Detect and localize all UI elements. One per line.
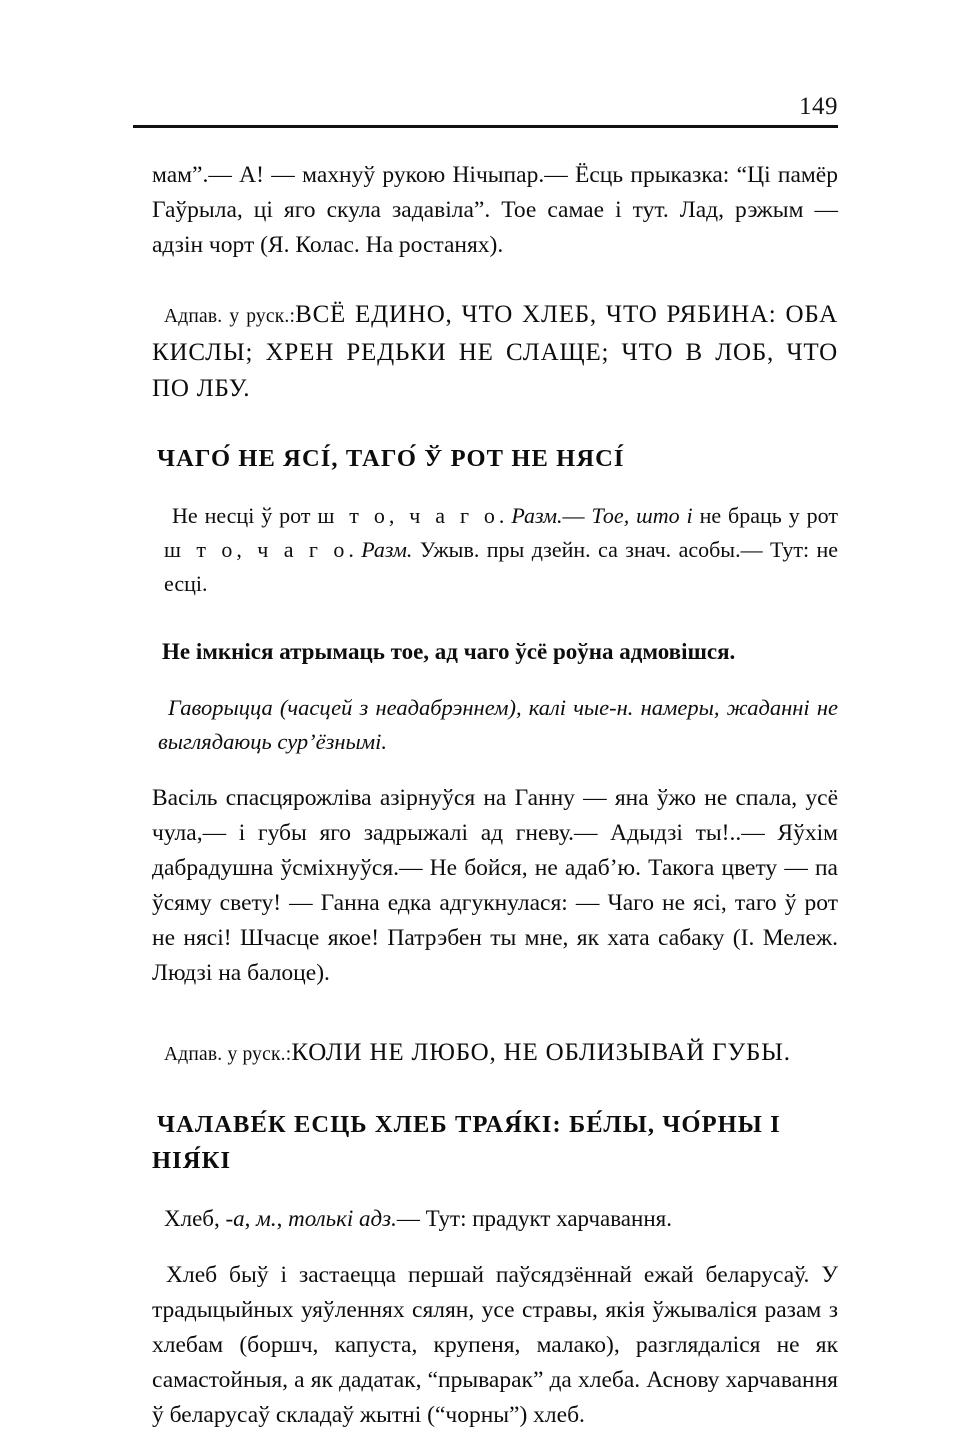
- usage-note-entry-1: Гаворыцца (часцей з неадабрэннем), калі чые-н. намеры, жаданні не выглядаюць сур’ёзнымі.: [158, 695, 838, 754]
- gloss-placeholder-1: ш т о, ч а г о: [317, 503, 499, 528]
- page-number: 149: [799, 93, 838, 120]
- gloss-part: Ужыв. пры дзейн. са знач. асобы.— Тут: не есці.: [164, 537, 838, 596]
- headword-entry-2-line2: НІЯ́КІ: [152, 1147, 232, 1174]
- equivalent-text-2: КОЛИ НЕ ЛЮБО, НЕ ОБЛИЗЫВАЙ ГУБЫ.: [291, 1039, 791, 1066]
- gloss-part: Не несці ў рот: [172, 503, 318, 528]
- text-column: [152, 158, 838, 1433]
- gloss-label-razm-2: Разм.: [361, 537, 413, 562]
- lexgloss-part: — Тут: прадукт харчавання.: [396, 1206, 672, 1231]
- page-header: [133, 92, 838, 128]
- russian-equivalent-2: [152, 1035, 838, 1073]
- gloss-part: не браць у рот: [692, 503, 838, 528]
- lexgloss-part: ,: [276, 1206, 289, 1231]
- gloss-placeholder-2: ш т о, ч а г о: [164, 537, 349, 562]
- gloss-label-razm-1: Разм.: [511, 503, 563, 528]
- headword-entry-2-line1: ЧАЛАВЕ́К ЕСЦЬ ХЛЕБ ТРАЯ́КІ: БЕ́ЛЫ, ЧО́РНЫ І: [157, 1111, 781, 1138]
- previous-entry-continuation: мам”.— А! — махнуў рукою Нічыпар.— Ёсць прыказка: “Ці памёр Гаўрыла, ці яго скула задавіла”. Тое самае і тут. Лад, рэжым — адзін чорт (Я. Колас. На ростанях).: [152, 162, 838, 258]
- lexgloss-inflection: -а: [225, 1206, 245, 1231]
- citation-entry-1: Васіль спасцярожліва азірнуўся на Ганну — яна ўжо не спала, усё чула,— і губы яго задрыжалі ад гневу.— Адыдзі ты!..— Яўхім дабрадушна ўсміхнуўся.— Не бойся, не адаб’ю. Такога цвету — па ўсяму свету! — Ганна едка адгукнулася: — Чаго не ясі, таго ў рот не нясі! Шчасце якое! Патрэбен ты мне, як хата сабаку (І. Мележ. Людзі на балоце).: [152, 785, 838, 986]
- gloss-part: .: [498, 503, 512, 528]
- sense-entry-1: Не імкніся атрымаць тое, ад чаго ўсё роўна адмовішся.: [162, 639, 736, 664]
- russian-equivalent-1: [152, 297, 838, 407]
- equivalent-label-1: Адпав. у руск.:: [164, 306, 296, 327]
- headword-entry-1: ЧАГО́ НЕ ЯСІ́, ТАГО́ Ў РОТ НЕ НЯСІ́: [157, 445, 625, 472]
- headword-entry-2: [152, 1107, 838, 1179]
- commentary-entry-2: Хлеб быў і застаецца першай паўсядзённай ежай беларусаў. У традыцыйных уяўленнях сялян, усе стравы, якія ўжываліся разам з хлебам (боршч, капуста, крупеня, малако), разглядаліся не як самастойныя, а як дадатак, “прыварак” да хлеба. Аснову харчавання ў беларусаў складаў жытні (“чорны”) хлеб.: [152, 1262, 838, 1428]
- lexgloss-number-note: толькі адз.: [288, 1206, 397, 1231]
- gloss-part: .: [348, 537, 362, 562]
- lexgloss-part: ,: [244, 1206, 257, 1231]
- gloss-entry-1: [152, 499, 838, 601]
- lexgloss-part: Хлеб,: [164, 1206, 226, 1231]
- lexical-gloss-entry-2: [152, 1201, 838, 1236]
- gloss-italic-1: Тое, што і: [591, 503, 693, 528]
- gloss-part: —: [562, 503, 592, 528]
- lexgloss-gender: м.: [256, 1206, 277, 1231]
- equivalent-text-1: ВСЁ ЕДИНО, ЧТО ХЛЕБ, ЧТО РЯБИНА: ОБА КИСЛЫ; ХРЕН РЕДЬКИ НЕ СЛАЩЕ; ЧТО В ЛОБ, ЧТО ПО ЛБУ.: [152, 301, 839, 402]
- header-rule: [133, 125, 838, 128]
- equivalent-label-2: Адпав. у руск.:: [164, 1044, 292, 1065]
